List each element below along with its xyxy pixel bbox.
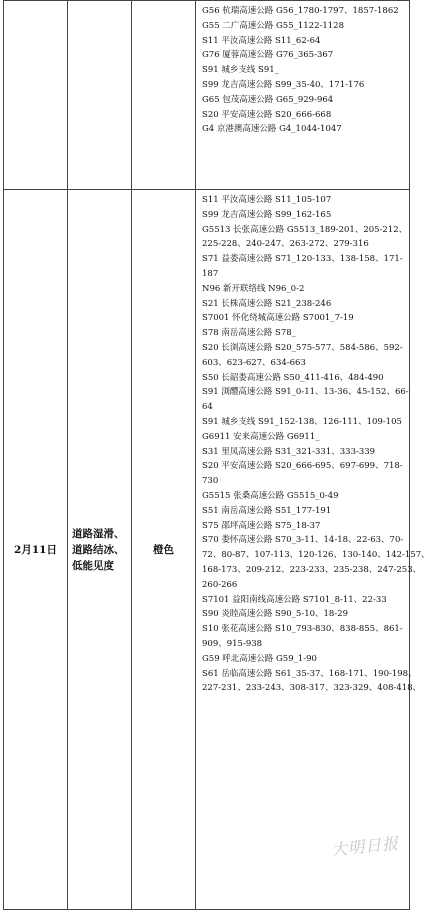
road-section-line: S11 平汝高速公路 S11_62-64 [202, 35, 321, 46]
road-section-line: G65 包茂高速公路 G65_929-964 [202, 94, 334, 105]
road-section-line: 227-231、233-243、308-317、323-329、408-418、 [202, 683, 422, 694]
road-section-line: S91 城乡支线 S91_ [202, 65, 279, 76]
road-section-line: S91 城乡支线 S91_152-138、126-111、109-105 [202, 416, 402, 427]
road-section-line: 260-266 [202, 579, 238, 590]
road-sections-cell [196, 190, 430, 910]
road-section-line: G56 杭瑞高速公路 G56_1780-1797、1857-1862 [202, 6, 399, 16]
road-sections-cell [196, 1, 410, 190]
warning-category-cell: 道路湿滑、道路结冰、低能见度 [68, 190, 132, 910]
road-section-line: S11 平汝高速公路 S11_105-107 [202, 195, 332, 205]
road-section-line: S99 龙吉高速公路 S99_162-165 [202, 209, 332, 220]
road-section-line: G59 呼北高速公路 G59_1-90 [202, 653, 317, 664]
road-section-line: S31 里凤高速公路 S31_321-331、333-339 [202, 446, 376, 457]
road-section-line: S78 南岳高速公路 S78_ [202, 328, 296, 339]
road-section-line: G55 二广高速公路 G55_1122-1128 [202, 20, 345, 31]
road-section-line: S99 龙吉高速公路 S99_35-40、171-176 [202, 79, 365, 90]
road-section-line: 187 [202, 268, 219, 279]
empty-category-cell [68, 1, 132, 190]
road-section-line: 64 [202, 402, 213, 413]
road-section-line: G4 京港澳高速公路 G4_1044-1047 [202, 124, 342, 135]
road-warning-table [3, 0, 430, 910]
road-section-line: S20 长浏高速公路 S20_575-577、584-586、592- [202, 342, 403, 353]
road-section-line: G5513 长张高速公路 G5513_189-201、205-212、 [202, 224, 408, 235]
road-section-line: S20 平安高速公路 S20_666-695、697-699、718- [202, 461, 403, 472]
road-section-line: S51 南岳高速公路 S51_177-191 [202, 505, 332, 516]
table-row [4, 190, 410, 910]
road-section-line: S20 平安高速公路 S20_666-668 [202, 109, 332, 120]
road-section-line: S75 邵坪高速公路 S75_18-37 [202, 520, 321, 531]
road-section-line: S61 岳临高速公路 S61_35-37、168-171、190-198、 [202, 668, 417, 679]
road-section-line: S7001 怀化绕城高速公路 S7001_7-19 [202, 313, 354, 324]
road-section-line: S70 娄怀高速公路 S70_3-11、14-18、22-63、70- [202, 535, 404, 546]
road-section-line: 225-228、240-247、263-272、279-316 [202, 239, 369, 250]
warning-level-cell: 橙色 [132, 190, 196, 910]
road-section-line: S90 炎睦高速公路 S90_5-10、18-29 [202, 609, 349, 620]
road-section-line: 730 [202, 476, 219, 487]
date-cell: 2月11日 [4, 190, 68, 910]
road-section-line: 72、80-87、107-113、120-126、130-140、142-157、 [202, 550, 430, 561]
empty-date-cell [4, 1, 68, 190]
empty-level-cell [132, 1, 196, 190]
road-section-line: S21 长株高速公路 S21_238-246 [202, 298, 332, 309]
newspaper-watermark: 大明日报 [330, 833, 400, 860]
road-section-line: G6911 安来高速公路 G6911_ [202, 431, 320, 442]
road-section-line: G5515 张桑高速公路 G5515_0-49 [202, 490, 339, 501]
table-row [4, 1, 410, 190]
road-section-line: S50 长韶娄高速公路 S50_411-416、484-490 [202, 372, 384, 383]
road-section-line: N96 新开联络线 N96_0-2 [202, 283, 305, 294]
road-section-line: S10 张花高速公路 S10_793-830、838-855、861- [202, 624, 403, 635]
road-section-line: S71 益娄高速公路 S71_120-133、138-158、171- [202, 254, 403, 265]
road-section-line: S7101 益阳南线高速公路 S7101_8-11、22-33 [202, 594, 387, 605]
road-section-line: 909、915-938 [202, 638, 263, 649]
road-section-line: S91 浏醴高速公路 S91_0-11、13-36、45-152、66- [202, 387, 409, 398]
road-section-line: 603、623-627、634-663 [202, 357, 306, 368]
road-section-line: 168-173、209-212、223-233、235-238、247-253、 [202, 564, 422, 575]
road-section-line: G76 厦蓉高速公路 G76_365-367 [202, 50, 334, 61]
